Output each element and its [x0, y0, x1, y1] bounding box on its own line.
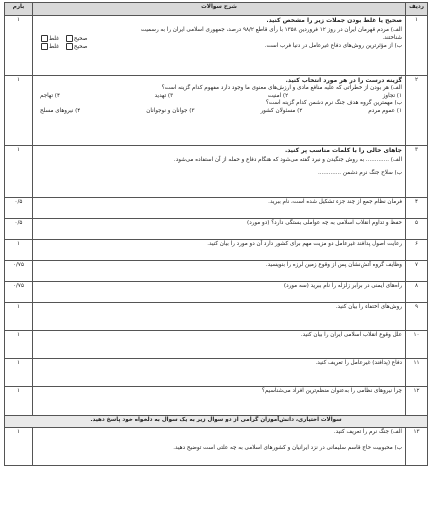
question-row-12 — [5, 387, 428, 416]
question-score: ۰/۵ — [5, 219, 33, 240]
question-score: ۰/۷۵ — [5, 282, 33, 303]
question-score: ۱ — [5, 387, 33, 416]
blank-b: ب) سلاح جنگ نرم دشمن ............. — [317, 169, 402, 176]
option[interactable]: ۳) تهدید — [154, 92, 174, 99]
question-row-4 — [5, 198, 428, 219]
question-score: ۱ — [5, 240, 33, 261]
question-number: ۱ — [406, 16, 428, 76]
question-number: ۱۱ — [406, 359, 428, 387]
options-b — [36, 108, 402, 116]
question-score: ۱ — [5, 303, 33, 331]
question-number: ۵ — [406, 219, 428, 240]
statement-a: الف) مردم قهرمان ایران در روز ۱۲ فروردین ۱۳۵۸ با رأی قاطع ۹۸/۲ درصد، جمهوری اسلامی ایران را به رسمیت — [140, 27, 402, 34]
header-row — [5, 3, 428, 16]
option[interactable]: ۴) نیروهای مسلح — [40, 107, 81, 114]
header-description: شرح سوالات — [33, 3, 406, 16]
question-score: ۱ — [5, 428, 33, 466]
question-number: ۴ — [406, 198, 428, 219]
question-text: علل وقوع انقلاب اسلامی ایران را بیان کنید. — [33, 331, 406, 359]
optional-note-row — [5, 416, 428, 428]
true-checkbox[interactable] — [66, 35, 73, 42]
question-row-11 — [5, 359, 428, 387]
answer-options-a — [36, 35, 88, 44]
answer-options-b — [36, 43, 88, 52]
question-text: رعایت اصول پدافند غیرعامل دو مزیت مهم برای کشور دارد آن دو مورد را بیان کنید. — [33, 240, 406, 261]
option[interactable]: ۲) مسئولان کشور — [260, 107, 303, 114]
question-body — [33, 146, 406, 198]
question-row-6 — [5, 240, 428, 261]
question-title: گزینه درست را در هر مورد انتخاب کنید. — [285, 77, 402, 84]
true-checkbox[interactable] — [66, 43, 73, 50]
question-row-5 — [5, 219, 428, 240]
question-number: ۱۰ — [406, 331, 428, 359]
question-number: ۱۲ — [406, 387, 428, 416]
question-row-8 — [5, 282, 428, 303]
question-score: ۰/۵ — [5, 198, 33, 219]
question-row-13 — [5, 428, 428, 466]
question-number: ۷ — [406, 261, 428, 282]
question-row-2 — [5, 76, 428, 146]
question-row-10 — [5, 331, 428, 359]
false-checkbox[interactable] — [41, 43, 48, 50]
question-text: وظایف گروه آتش‌نشان پس از وقوع زمین لرزه را بنویسید. — [33, 261, 406, 282]
question-number: ۳ — [406, 146, 428, 198]
false-checkbox[interactable] — [41, 35, 48, 42]
exam-table — [4, 2, 428, 466]
question-score: ۱ — [5, 146, 33, 198]
question-text: دفاع (پدافند) غیرعامل را تعریف کنید. — [33, 359, 406, 387]
question-number: ۲ — [406, 76, 428, 146]
header-score: بارم — [5, 3, 33, 16]
question-score: ۰/۷۵ — [5, 261, 33, 282]
optional-note: سوالات اختیاری، دانش‌آموزان گرامی از دو سوال زیر به یک سوال به دلخواه خود پاسخ دهید. — [5, 416, 428, 428]
true-label: صحیح — [73, 44, 88, 51]
question-text: چرا نیروهای نظامی را به‌عنوان منظم‌ترین افراد می‌شناسیم؟ — [33, 387, 406, 416]
question-row-1 — [5, 16, 428, 76]
question-title: جاهای خالی را با کلمات مناسب پر کنید. — [284, 147, 402, 154]
false-label: غلط — [49, 44, 60, 51]
sub-question-b: ب) مهمترین گروه هدف جنگ نرم دشمن کدام گزینه است؟ — [265, 100, 402, 107]
option[interactable]: ۳) جوانان و نوجوانان — [146, 107, 195, 114]
question-number: ۶ — [406, 240, 428, 261]
option[interactable]: ۱) عموم مردم — [368, 107, 402, 114]
true-label: صحیح — [73, 35, 88, 42]
option[interactable]: ۱) تجاوز — [382, 92, 402, 99]
sub-question-a: الف) جنگ نرم را تعریف کنید. — [333, 429, 402, 435]
question-score: ۱ — [5, 331, 33, 359]
question-body — [33, 16, 406, 76]
option[interactable]: ۲) امنیت — [267, 92, 289, 99]
question-title: صحیح یا غلط بودن جملات زیر را مشخص کنید. — [266, 17, 402, 24]
header-number: ردیف — [406, 3, 428, 16]
question-text: حفظ و تداوم انقلاب اسلامی به چه عواملی بستگی دارد؟ (دو مورد) — [33, 219, 406, 240]
blank-a: الف) ............. به روش جنگیدن و نبرد گفته می‌شود که هنگام دفاع و حمله از آن استفاده می‌شود. — [173, 157, 402, 164]
option[interactable]: ۴) تهاجم — [40, 92, 60, 99]
question-number: ۹ — [406, 303, 428, 331]
statement-b: ب) از مؤثرترین روش‌های دفاع غیرعامل در دنیا فرب است. — [264, 43, 402, 50]
question-row-7 — [5, 261, 428, 282]
question-number: ۱۳ — [406, 428, 428, 466]
sub-question-a: الف) هر بودن از خطراتی که علیه منافع مادی و ارزش‌های معنوی ما وجود دارد مفهوم کدام گزینه است؟ — [161, 85, 402, 92]
question-text: روش‌های اختفاء را بیان کنید. — [33, 303, 406, 331]
statement-a-cont: شناختند. — [382, 34, 402, 41]
question-text: راه‌های ایمنی در برابر زلزله را نام ببرید (سه مورد) — [33, 282, 406, 303]
question-score: ۱ — [5, 359, 33, 387]
question-body — [33, 428, 406, 466]
question-body — [33, 76, 406, 146]
question-text: فرمان نظام جمع از چند جزء تشکیل شده است، نام ببرید. — [33, 198, 406, 219]
question-number: ۸ — [406, 282, 428, 303]
question-score: ۱ — [5, 76, 33, 146]
sub-question-b: ب) محبوبیت حاج قاسم سلیمانی در نزد ایرانیان و کشورهای اسلامی به چه علتی است توضیح دهید. — [173, 444, 402, 451]
question-score: ۱ — [5, 16, 33, 76]
question-row-3 — [5, 146, 428, 198]
question-row-9 — [5, 303, 428, 331]
false-label: غلط — [49, 35, 60, 42]
